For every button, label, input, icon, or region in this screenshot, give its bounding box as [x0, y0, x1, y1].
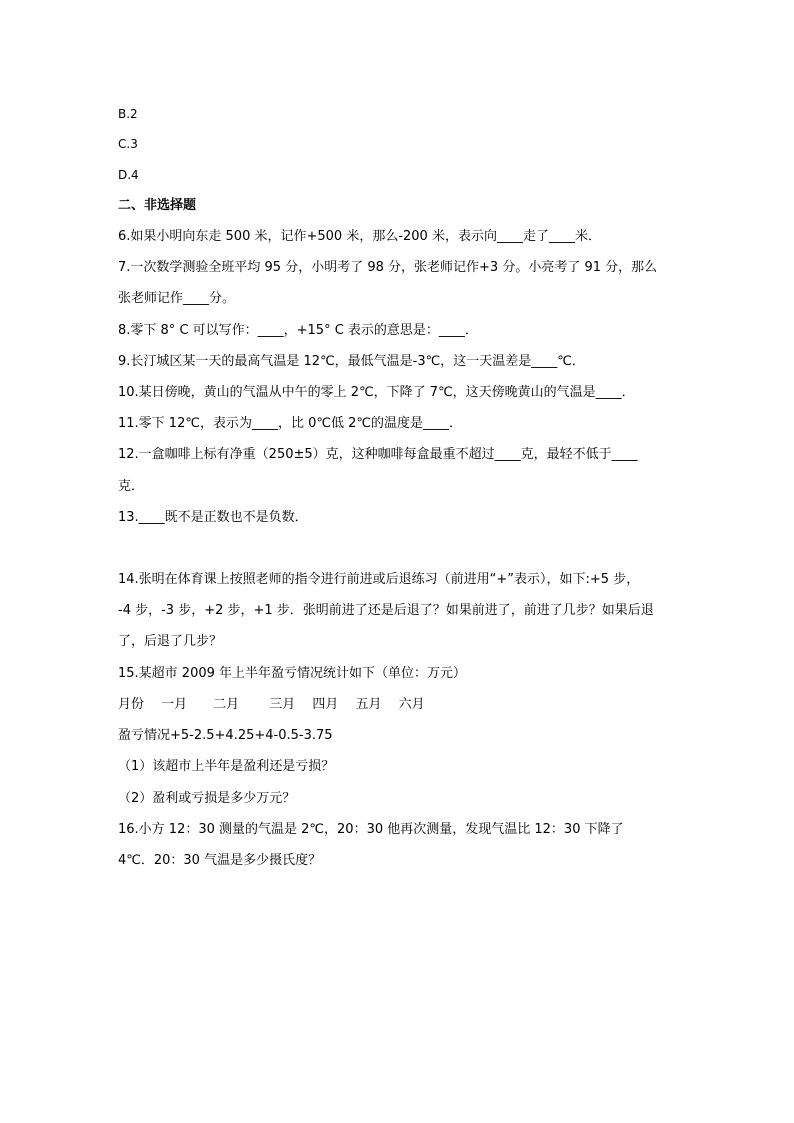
question-12-line-2: 克． — [118, 479, 145, 494]
section-title: 二、非选择题 — [118, 198, 197, 213]
question-14-line-3: 了，后退了几步？ — [118, 634, 223, 649]
option-d: D.4 — [118, 168, 139, 182]
question-12-line-1: 12.一盒咖啡上标有净重（250±5）克，这种咖啡每盒最重不超过____克，最轻不低于____ — [118, 447, 638, 462]
question-14-line-1: 14.张明在体育课上按照老师的指令进行前进或后退练习（前进用“+”表示），如下:+5 步， — [118, 572, 640, 587]
question-15-months: 月份 一月 二月 三月 四月 五月 六月 — [118, 697, 425, 712]
question-14-line-2: -4 步，-3 步，+2 步，+1 步．张明前进了还是后退了？如果前进了，前进了几步？如果后退 — [118, 603, 654, 618]
question-10: 10.某日傍晚，黄山的气温从中午的零上 2℃，下降了 7℃，这天傍晚黄山的气温是____． — [118, 385, 635, 400]
option-c: C.3 — [118, 137, 138, 151]
question-15-sub-1: （1）该超市上半年是盈利还是亏损？ — [118, 759, 335, 774]
question-11: 11.零下 12℃，表示为____，比 0℃低 2℃的温度是____． — [118, 416, 462, 431]
option-b: B.2 — [118, 107, 138, 121]
question-16-line-2: 4℃．20：30 气温是多少摄氏度？ — [118, 853, 322, 868]
question-8: 8.零下 8° C 可以写作：____，+15° C 表示的意思是：____． — [118, 323, 478, 338]
question-9: 9.长汀城区某一天的最高气温是 12℃，最低气温是-3℃，这一天温差是____℃． — [118, 354, 585, 369]
question-16-line-1: 16.小方 12：30 测量的气温是 2℃，20：30 他再次测量，发现气温比 12：30 下降了 — [118, 822, 624, 837]
question-6: 6.如果小明向东走 500 米，记作+500 米，那么-200 米，表示向____走了____米． — [118, 229, 601, 244]
question-7-line-1: 7.一次数学测验全班平均 95 分，小明考了 98 分，张老师记作+3 分。小亮考了 91 分，那么 — [118, 260, 658, 275]
question-15-values: 盈亏情况+5-2.5+4.25+4-0.5-3.75 — [118, 728, 333, 743]
question-13: 13.____既不是正数也不是负数． — [118, 510, 308, 525]
question-15-line-1: 15.某超市 2009 年上半年盈亏情况统计如下（单位：万元） — [118, 666, 467, 681]
question-15-sub-2: （2）盈利或亏损是多少万元？ — [118, 791, 296, 806]
question-7-line-2: 张老师记作____分。 — [118, 291, 236, 306]
